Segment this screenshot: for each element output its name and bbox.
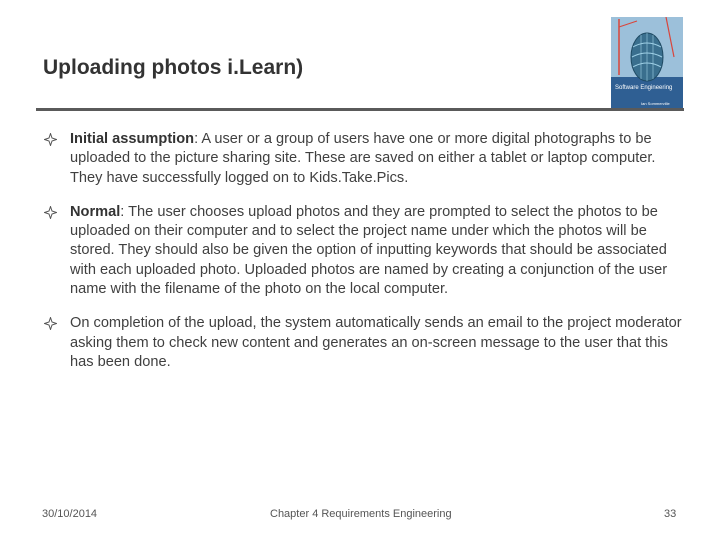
footer-page-number: 33 [664, 508, 677, 520]
bullet-text: On completion of the upload, the system automatically sends an email to the project moderator asking them to check new content and generates an on-screen message to the user that this has been done. [70, 315, 682, 370]
bullet-item-completion [44, 314, 684, 372]
cover-title: Software Engineering [615, 85, 673, 91]
footer-chapter: Chapter 4 Requirements Engineering [270, 508, 452, 520]
four-point-star-icon [44, 206, 57, 219]
slide-title: Uploading photos i.Learn) [43, 56, 304, 79]
bullet-list [44, 130, 684, 387]
cover-building-illustration [611, 17, 683, 109]
bullet-text: : A user or a group of users have one or more digital photographs to be uploaded to the picture sharing site. These are saved on either a tablet or laptop computer. They have successfully logged on to Kids.Take.Pics. [70, 131, 656, 186]
four-point-star-icon [44, 317, 57, 330]
book-cover-image [611, 17, 683, 109]
four-point-star-icon [44, 133, 57, 146]
bullet-term: Initial assumption [70, 131, 195, 147]
cover-author: Ian Sommerville [641, 101, 670, 106]
bullet-item-normal [44, 203, 684, 299]
bullet-term: Normal [70, 203, 121, 220]
bullet-item-initial-assumption [44, 130, 684, 188]
title-divider [36, 108, 684, 111]
footer-date: 30/10/2014 [42, 508, 98, 520]
bullet-text: : The user chooses upload photos and they are prompted to select the photos to be uploaded on their computer and to select the project name under which the photos will be stored. They should also be given the option of inputting keywords that should be associated with each uploaded photo. Uploaded photos are named by creating a conjunction of the user name with the filename of the photo on the local computer. [70, 203, 668, 298]
